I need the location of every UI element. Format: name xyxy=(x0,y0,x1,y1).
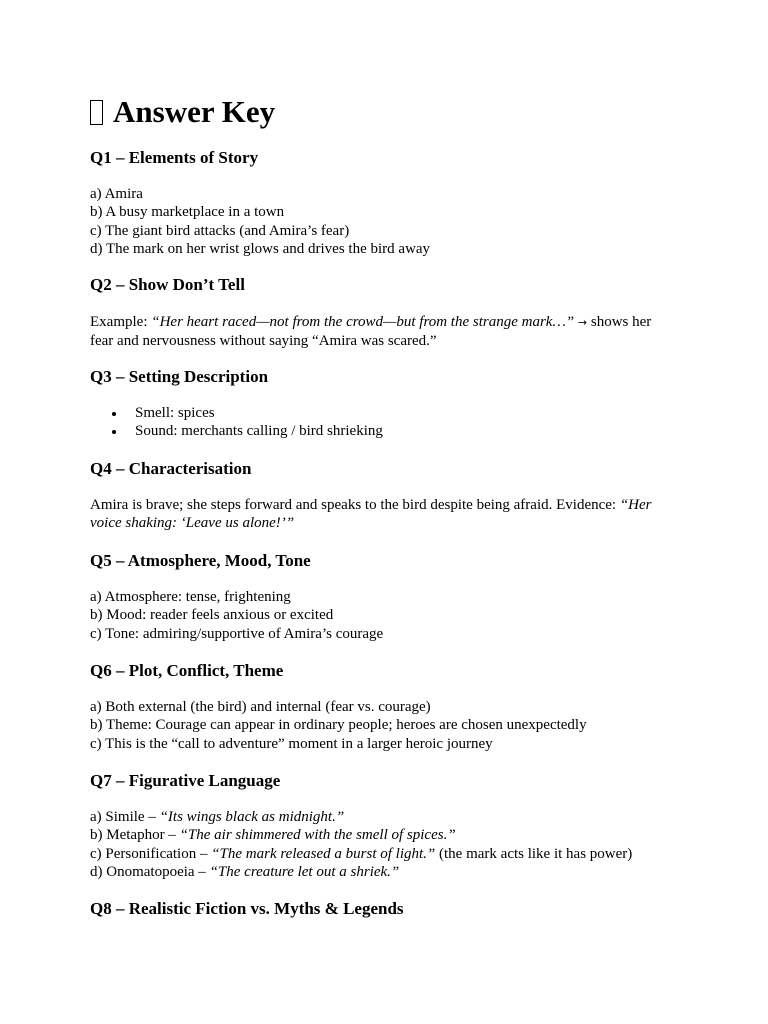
q7-heading: Q7 – Figurative Language xyxy=(90,771,281,790)
q5-answer-b: b) Mood: reader feels anxious or excited xyxy=(90,607,334,624)
q8-heading: Q8 – Realistic Fiction vs. Myths & Legends xyxy=(90,899,404,918)
q4-answer xyxy=(90,496,680,533)
q1-answers xyxy=(90,185,680,258)
q5-answers xyxy=(90,588,680,643)
q7-answers xyxy=(90,808,680,881)
q2-rest-line2: fear and nervousness without saying “Amira was scared.” xyxy=(90,333,437,350)
q2-heading: Q2 – Show Don’t Tell xyxy=(90,275,245,294)
q2-label: Example: xyxy=(90,314,152,330)
q1-answer-b: b) A busy marketplace in a town xyxy=(90,204,285,221)
q5-answer-c: c) Tone: admiring/supportive of Amira’s courage xyxy=(90,625,384,642)
q2-rest-line1: shows her xyxy=(590,314,652,330)
q2-quote: “Her heart raced—not from the crowd—but from the strange mark…” xyxy=(151,314,575,330)
q4-text: Amira is brave; she steps forward and speaks to the bird despite being afraid. Evidence: xyxy=(90,497,620,513)
q1-answer-d: d) The mark on her wrist glows and drives the bird away xyxy=(90,240,431,257)
q6-answers xyxy=(90,698,680,753)
q5-heading: Q5 – Atmosphere, Mood, Tone xyxy=(90,551,311,570)
q6-answer-c: c) This is the “call to adventure” moment in a larger heroic journey xyxy=(90,735,493,752)
q3-bullet-sound: Sound: merchants calling / bird shrieking xyxy=(90,422,680,440)
q6-answer-b: b) Theme: Courage can appear in ordinary people; heroes are chosen unexpectedly xyxy=(90,717,587,734)
page-title: Answer Key xyxy=(90,92,275,132)
q4-heading: Q4 – Characterisation xyxy=(90,459,252,478)
q3-heading: Q3 – Setting Description xyxy=(90,367,269,386)
arrow-right-icon: → xyxy=(577,316,588,329)
q7-answer-d: d) Onomatopoeia – “The creature let out a shriek.” xyxy=(90,863,400,880)
missing-glyph-icon xyxy=(90,100,103,125)
q1-answer-c: c) The giant bird attacks (and Amira’s fear) xyxy=(90,222,350,239)
q3-answers xyxy=(90,404,680,441)
q5-answer-a: a) Atmosphere: tense, frightening xyxy=(90,589,291,605)
q2-answer xyxy=(90,313,680,351)
q3-bullet-smell: Smell: spices xyxy=(90,404,680,422)
q7-answer-b: b) Metaphor – “The air shimmered with the smell of spices.” xyxy=(90,827,456,844)
q4-quote-end: voice shaking: ‘Leave us alone!’” xyxy=(90,515,295,532)
q6-answer-a: a) Both external (the bird) and internal (fear vs. courage) xyxy=(90,699,431,715)
q7-answer-a: a) Simile – “Its wings black as midnight.” xyxy=(90,809,345,825)
q6-heading: Q6 – Plot, Conflict, Theme xyxy=(90,661,284,680)
q1-answer-a: a) Amira xyxy=(90,186,143,202)
q7-answer-c: c) Personification – “The mark released a burst of light.” (the mark acts like it has power) xyxy=(90,845,633,862)
q1-heading: Q1 – Elements of Story xyxy=(90,148,259,167)
q4-quote-start: “Her xyxy=(619,497,652,513)
